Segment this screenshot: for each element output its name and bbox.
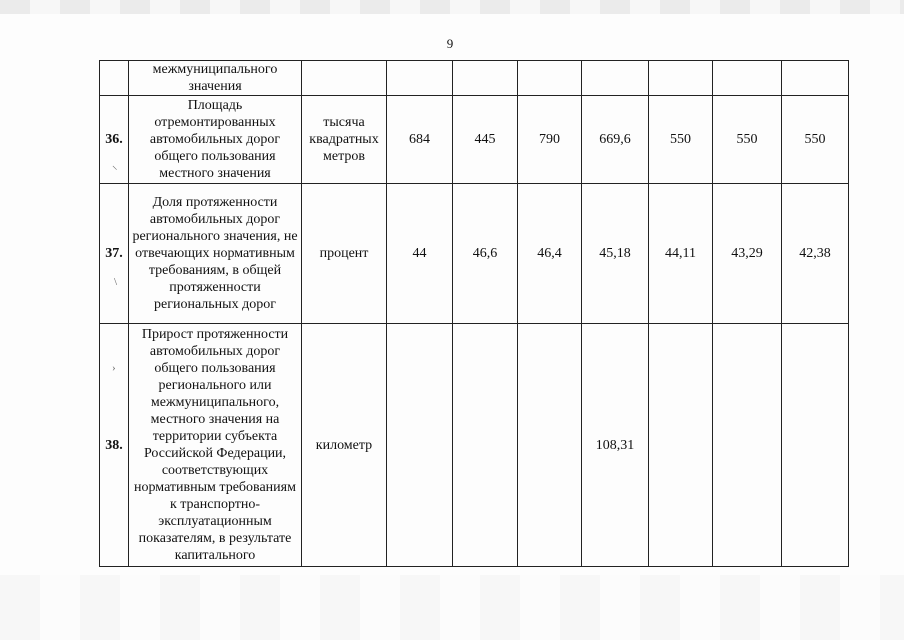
- value-cell: 445: [453, 96, 518, 184]
- value-cell: 46,6: [453, 184, 518, 324]
- indicators-table: [99, 60, 849, 567]
- value-cell: [782, 324, 849, 567]
- indicator-name: Площадь отремонтированных автомобильных дорог общего пользования местного значения: [129, 96, 302, 184]
- value-cell: [387, 61, 453, 96]
- table-row: [100, 184, 849, 324]
- value-cell: 45,18: [582, 184, 649, 324]
- value-cell: 43,29: [713, 184, 782, 324]
- value-cell: 108,31: [582, 324, 649, 567]
- value-cell: [453, 324, 518, 567]
- row-number: [100, 61, 129, 96]
- pencil-tick-mark: ›: [112, 362, 116, 374]
- value-cell: [387, 324, 453, 567]
- indicator-name: Прирост протяженности автомобильных дорог общего пользования регионального или межмуниципального, местного значения на территории субъекта Российской Федерации, соответствующих нормативным требованиям к транспортно-эксплуатационным показателям, в результате капитального: [129, 324, 302, 567]
- pencil-tick-mark: ⸜: [112, 160, 118, 172]
- value-cell: 44,11: [649, 184, 713, 324]
- indicator-name: межмуниципального значения: [129, 61, 302, 96]
- scan-artifact-bottom: [0, 575, 904, 640]
- value-cell: 684: [387, 96, 453, 184]
- row-number: 36.: [100, 96, 129, 184]
- unit-cell: процент: [302, 184, 387, 324]
- scan-artifact-top: [0, 0, 904, 14]
- unit-cell: километр: [302, 324, 387, 567]
- value-cell: [713, 324, 782, 567]
- value-cell: 550: [713, 96, 782, 184]
- value-cell: 550: [649, 96, 713, 184]
- value-cell: [713, 61, 782, 96]
- value-cell: 42,38: [782, 184, 849, 324]
- value-cell: [649, 61, 713, 96]
- unit-cell: тысяча квадратных метров: [302, 96, 387, 184]
- table-row: [100, 96, 849, 184]
- indicator-name: Доля протяженности автомобильных дорог регионального значения, не отвечающих нормативным требованиям, в общей протяженности региональных дорог: [129, 184, 302, 324]
- table-row: [100, 61, 849, 96]
- value-cell: [782, 61, 849, 96]
- row-number: 37.: [100, 184, 129, 324]
- value-cell: [582, 61, 649, 96]
- value-cell: 790: [518, 96, 582, 184]
- table-row: [100, 324, 849, 567]
- pencil-tick-mark: \: [114, 276, 118, 288]
- value-cell: [453, 61, 518, 96]
- value-cell: [518, 324, 582, 567]
- value-cell: 46,4: [518, 184, 582, 324]
- value-cell: 550: [782, 96, 849, 184]
- value-cell: [518, 61, 582, 96]
- value-cell: [649, 324, 713, 567]
- page-number: 9: [446, 36, 454, 51]
- row-number: 38.: [100, 324, 129, 567]
- unit-cell: [302, 61, 387, 96]
- value-cell: 669,6: [582, 96, 649, 184]
- value-cell: 44: [387, 184, 453, 324]
